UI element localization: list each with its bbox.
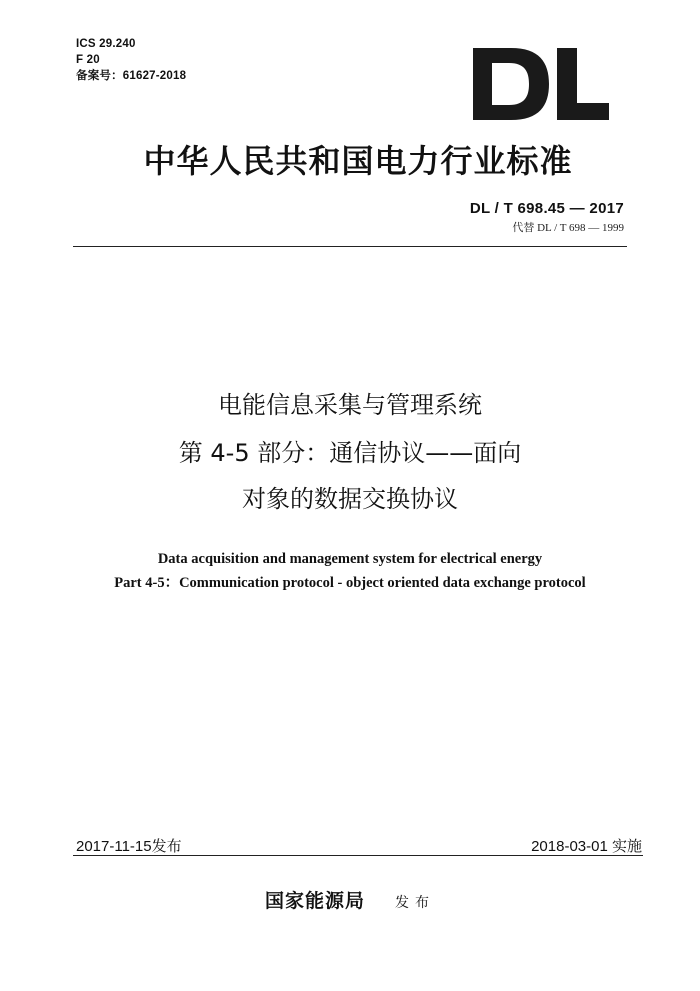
chinese-title-line-1: 电能信息采集与管理系统 — [218, 391, 482, 419]
implementation-date: 2018-03-01 实施 — [531, 838, 642, 855]
issuer-name: 国家能源局 — [264, 890, 365, 912]
english-title-line-1: Data acquisition and management system for electrical energy — [157, 551, 543, 567]
english-title-line-2: Part 4-5：Communication protocol - object oriented data exchange protocol — [114, 575, 586, 591]
replaces-standard: 代替 DL / T 698 — 1999 — [512, 222, 624, 234]
dl-logo — [473, 48, 609, 120]
chinese-title-line-3: 对象的数据交换协议 — [242, 485, 458, 513]
standard-title: 中华人民共和国电力行业标准 — [143, 142, 573, 180]
standard-number: DL / T 698.45 — 2017 — [469, 200, 624, 217]
footer-divider — [73, 855, 643, 856]
header-divider — [73, 246, 627, 247]
issuer-block — [0, 886, 700, 913]
chinese-title-line-2: 第 4-5 部分：通信协议——面向 — [178, 439, 522, 467]
publish-date: 2017-11-15发布 — [76, 838, 182, 855]
record-number: 备案号：61627-2018 — [76, 70, 187, 82]
classification-code: F 20 — [76, 54, 100, 66]
issue-action: 发布 — [395, 895, 435, 911]
ics-code: ICS 29.240 — [76, 38, 136, 50]
